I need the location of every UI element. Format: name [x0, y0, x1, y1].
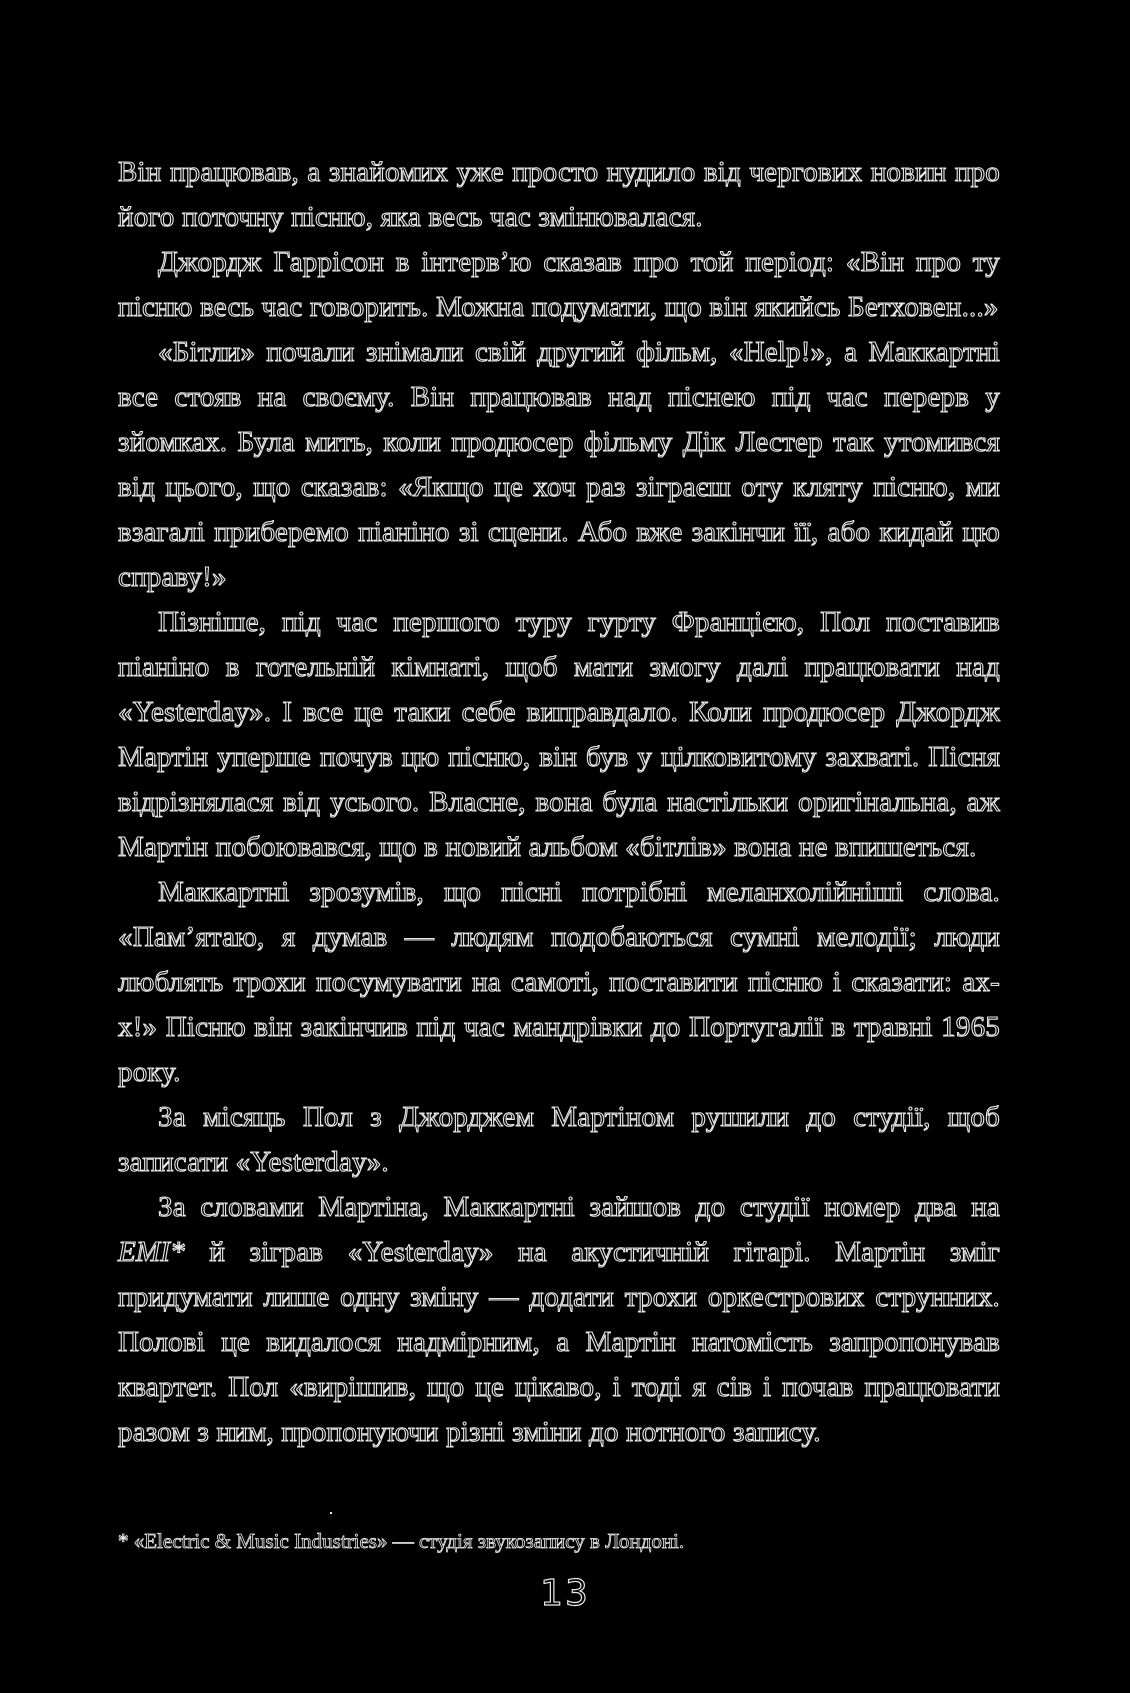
emi-emphasis: EMI*	[118, 1236, 185, 1268]
page-number: 13	[540, 1573, 590, 1614]
paragraph-4: Пізніше, під час першого туру гурту Францією, Пол поставив піаніно в готельній кімнаті, щоб мати змогу далі працювати над «Yesterday». І все це таки себе виправдало. Коли продюсер Джордж Мартін уперше почув цю пісню, він був у цілковитому захваті. Пісня відрізнялася від усього. Власне, вона була настільки оригінальна, аж Мартін побоювався, що в новий альбом «бітлів» вона не впишеться.	[118, 606, 1000, 863]
footnote-separator	[330, 1512, 332, 1514]
paragraph-6: За місяць Пол з Джорджем Мартіном рушили до студії, щоб записати «Yesterday».	[118, 1101, 1000, 1178]
paragraph-7-end: й зіграв «Yesterday» на акустичній гітарі. Мартін зміг придумати лише одну зміну — додати трохи оркестрових струнних. Полові це видалося надмірним, а Мартін натомість запропонував квартет. Пол «вирішив, що це цікаво, і тоді я сів і почав працювати разом з ним, пропонуючи різні зміни до нотного запису.	[118, 1236, 1000, 1448]
body-text	[118, 150, 1000, 1455]
paragraph-1: Він працював, а знайомих уже просто нудило від чергових новин про його поточну пісню, яка весь час змінювалася.	[118, 156, 1000, 233]
paragraph-3: «Бітли» почали знімали свій другий фільм, «Help!», а Маккартні все стояв на своєму. Він працював над піснею під час перерв у зйомках. Була мить, коли продюсер фільму Дік Лестер так утомився від цього, що сказав: «Якщо це хоч раз зіграєш оту кляту пісню, ми взагалі приберемо піаніно зі сцени. Або вже закінчи її, або кидай цю справу!»	[118, 336, 1000, 593]
paragraph-5: Маккартні зрозумів, що пісні потрібні меланхолійніші слова. «Пам’ятаю, я думав — людям подобаються сумні мелодії; люди люблять трохи посумувати на самоті, поставити пісню і сказати: ах-х!» Пісню він закінчив під час мандрівки до Португалії в травні 1965 року.	[118, 876, 1000, 1088]
paragraph-2: Джордж Гаррісон в інтерв’ю сказав про той період: «Він про ту пісню весь час говорить. Можна подумати, що він якийсь Бетховен...»	[118, 246, 1000, 323]
footnote: * «Electric & Music Industries» — студія звукозапису в Лондоні.	[118, 1529, 685, 1553]
paragraph-7	[118, 1185, 1000, 1455]
paragraph-7-start: За словами Мартіна, Маккартні зайшов до студії номер два на	[158, 1191, 1000, 1223]
